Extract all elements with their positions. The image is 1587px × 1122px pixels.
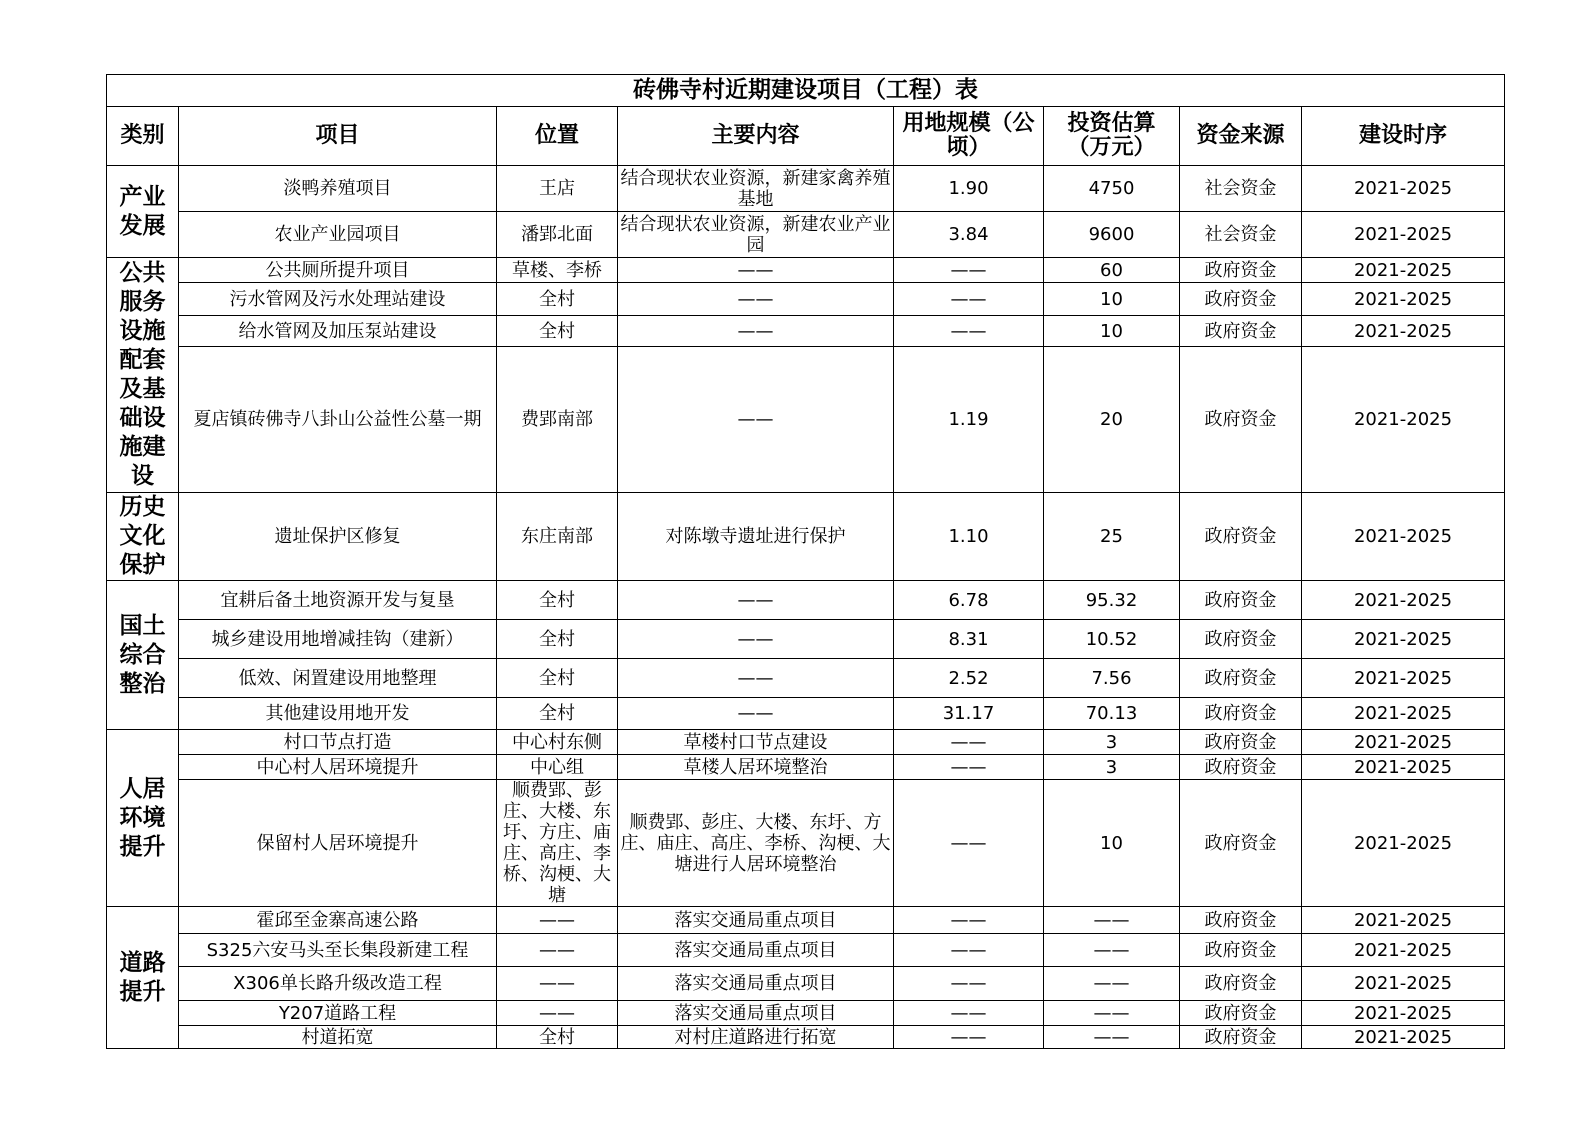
area-cell: 3.84 (894, 212, 1044, 258)
project-cell: 污水管网及污水处理站建设 (179, 283, 497, 316)
investment-cell: —— (1044, 934, 1180, 967)
schedule-cell: 2021-2025 (1302, 730, 1505, 755)
content-cell: —— (618, 698, 894, 730)
investment-cell: —— (1044, 1001, 1180, 1026)
location-cell: 潘郢北面 (497, 212, 618, 258)
table-row (107, 698, 1505, 730)
location-cell: 全村 (497, 659, 618, 698)
table-row (107, 620, 1505, 659)
location-cell: 全村 (497, 620, 618, 659)
table-row (107, 258, 1505, 283)
project-cell: Y207道路工程 (179, 1001, 497, 1026)
table-body (107, 166, 1505, 1049)
project-cell: 淡鸭养殖项目 (179, 166, 497, 212)
area-cell: —— (894, 1001, 1044, 1026)
content-cell: —— (618, 659, 894, 698)
investment-cell: 10.52 (1044, 620, 1180, 659)
area-cell: —— (894, 967, 1044, 1001)
category-cell: 产业发展 (107, 166, 179, 258)
location-cell: 顺费郢、彭庄、大楼、东圩、方庄、庙庄、高庄、李桥、沟梗、大塘 (497, 780, 618, 907)
funding-cell: 政府资金 (1180, 659, 1302, 698)
content-cell: —— (618, 316, 894, 347)
location-cell: 草楼、李桥 (497, 258, 618, 283)
funding-cell: 政府资金 (1180, 698, 1302, 730)
area-cell: —— (894, 730, 1044, 755)
project-cell: 中心村人居环境提升 (179, 755, 497, 780)
header-project: 项目 (179, 107, 497, 166)
funding-cell: 社会资金 (1180, 212, 1302, 258)
content-cell: 草楼村口节点建设 (618, 730, 894, 755)
header-area: 用地规模（公顷） (894, 107, 1044, 166)
schedule-cell: 2021-2025 (1302, 1001, 1505, 1026)
schedule-cell: 2021-2025 (1302, 698, 1505, 730)
content-cell: 对陈墩寺遗址进行保护 (618, 493, 894, 581)
content-cell: 结合现状农业资源，新建家禽养殖基地 (618, 166, 894, 212)
area-cell: —— (894, 934, 1044, 967)
investment-cell: —— (1044, 967, 1180, 1001)
investment-cell: 9600 (1044, 212, 1180, 258)
location-cell: 中心组 (497, 755, 618, 780)
table-row (107, 212, 1505, 258)
area-cell: 6.78 (894, 581, 1044, 620)
location-cell: 王店 (497, 166, 618, 212)
funding-cell: 政府资金 (1180, 493, 1302, 581)
category-cell: 国土综合整治 (107, 581, 179, 730)
investment-cell: —— (1044, 1026, 1180, 1049)
content-cell: —— (618, 581, 894, 620)
project-cell: 遗址保护区修复 (179, 493, 497, 581)
table-row (107, 967, 1505, 1001)
project-cell: 其他建设用地开发 (179, 698, 497, 730)
content-cell: —— (618, 258, 894, 283)
project-cell: X306单长路升级改造工程 (179, 967, 497, 1001)
investment-cell: 25 (1044, 493, 1180, 581)
area-cell: —— (894, 755, 1044, 780)
investment-cell: 3 (1044, 755, 1180, 780)
location-cell: 全村 (497, 581, 618, 620)
location-cell: —— (497, 967, 618, 1001)
project-cell: 保留村人居环境提升 (179, 780, 497, 907)
content-cell: 落实交通局重点项目 (618, 1001, 894, 1026)
investment-cell: 20 (1044, 347, 1180, 493)
schedule-cell: 2021-2025 (1302, 493, 1505, 581)
content-cell: —— (618, 283, 894, 316)
area-cell: 1.90 (894, 166, 1044, 212)
schedule-cell: 2021-2025 (1302, 620, 1505, 659)
area-cell: —— (894, 283, 1044, 316)
table-row (107, 659, 1505, 698)
header-category: 类别 (107, 107, 179, 166)
investment-cell: 70.13 (1044, 698, 1180, 730)
schedule-cell: 2021-2025 (1302, 258, 1505, 283)
table-row (107, 283, 1505, 316)
category-cell: 历史文化保护 (107, 493, 179, 581)
funding-cell: 政府资金 (1180, 1026, 1302, 1049)
investment-cell: 3 (1044, 730, 1180, 755)
content-cell: 顺费郢、彭庄、大楼、东圩、方庄、庙庄、高庄、李桥、沟梗、大塘进行人居环境整治 (618, 780, 894, 907)
location-cell: 东庄南部 (497, 493, 618, 581)
header-location: 位置 (497, 107, 618, 166)
header-content: 主要内容 (618, 107, 894, 166)
funding-cell: 政府资金 (1180, 780, 1302, 907)
investment-cell: 10 (1044, 316, 1180, 347)
funding-cell: 政府资金 (1180, 620, 1302, 659)
project-cell: 给水管网及加压泵站建设 (179, 316, 497, 347)
project-table (106, 74, 1505, 1049)
location-cell: 全村 (497, 1026, 618, 1049)
area-cell: 8.31 (894, 620, 1044, 659)
area-cell: 2.52 (894, 659, 1044, 698)
table-row (107, 1026, 1505, 1049)
table-row (107, 1001, 1505, 1026)
funding-cell: 政府资金 (1180, 1001, 1302, 1026)
table-row (107, 907, 1505, 934)
funding-cell: 政府资金 (1180, 967, 1302, 1001)
project-cell: 村道拓宽 (179, 1026, 497, 1049)
project-cell: 低效、闲置建设用地整理 (179, 659, 497, 698)
location-cell: 全村 (497, 316, 618, 347)
schedule-cell: 2021-2025 (1302, 659, 1505, 698)
header-schedule: 建设时序 (1302, 107, 1505, 166)
investment-cell: 60 (1044, 258, 1180, 283)
table-row (107, 780, 1505, 907)
area-cell: —— (894, 1026, 1044, 1049)
area-cell: —— (894, 258, 1044, 283)
table-row (107, 493, 1505, 581)
funding-cell: 政府资金 (1180, 934, 1302, 967)
schedule-cell: 2021-2025 (1302, 780, 1505, 907)
funding-cell: 社会资金 (1180, 166, 1302, 212)
location-cell: 全村 (497, 698, 618, 730)
location-cell: —— (497, 934, 618, 967)
table-row (107, 347, 1505, 493)
location-cell: —— (497, 1001, 618, 1026)
header-investment: 投资估算（万元） (1044, 107, 1180, 166)
project-cell: 村口节点打造 (179, 730, 497, 755)
funding-cell: 政府资金 (1180, 316, 1302, 347)
content-cell: 落实交通局重点项目 (618, 907, 894, 934)
area-cell: —— (894, 907, 1044, 934)
content-cell: —— (618, 620, 894, 659)
location-cell: 费郢南部 (497, 347, 618, 493)
content-cell: 对村庄道路进行拓宽 (618, 1026, 894, 1049)
category-cell: 公共服务设施配套及基础设施建设 (107, 258, 179, 493)
table-row (107, 166, 1505, 212)
schedule-cell: 2021-2025 (1302, 347, 1505, 493)
funding-cell: 政府资金 (1180, 283, 1302, 316)
table-row (107, 581, 1505, 620)
investment-cell: 4750 (1044, 166, 1180, 212)
area-cell: —— (894, 316, 1044, 347)
location-cell: —— (497, 907, 618, 934)
content-cell: —— (618, 347, 894, 493)
project-cell: 霍邱至金寨高速公路 (179, 907, 497, 934)
schedule-cell: 2021-2025 (1302, 1026, 1505, 1049)
schedule-cell: 2021-2025 (1302, 755, 1505, 780)
funding-cell: 政府资金 (1180, 755, 1302, 780)
project-cell: 农业产业园项目 (179, 212, 497, 258)
area-cell: —— (894, 780, 1044, 907)
table-row (107, 316, 1505, 347)
area-cell: 1.19 (894, 347, 1044, 493)
investment-cell: 10 (1044, 283, 1180, 316)
project-cell: 城乡建设用地增减挂钩（建新） (179, 620, 497, 659)
project-cell: 夏店镇砖佛寺八卦山公益性公墓一期 (179, 347, 497, 493)
funding-cell: 政府资金 (1180, 907, 1302, 934)
table-row (107, 755, 1505, 780)
area-cell: 31.17 (894, 698, 1044, 730)
schedule-cell: 2021-2025 (1302, 581, 1505, 620)
category-cell: 人居环境提升 (107, 730, 179, 907)
header-funding: 资金来源 (1180, 107, 1302, 166)
investment-cell: —— (1044, 907, 1180, 934)
content-cell: 落实交通局重点项目 (618, 934, 894, 967)
schedule-cell: 2021-2025 (1302, 316, 1505, 347)
project-cell: 宜耕后备土地资源开发与复垦 (179, 581, 497, 620)
schedule-cell: 2021-2025 (1302, 934, 1505, 967)
table-row (107, 934, 1505, 967)
content-cell: 结合现状农业资源，新建农业产业园 (618, 212, 894, 258)
schedule-cell: 2021-2025 (1302, 967, 1505, 1001)
area-cell: 1.10 (894, 493, 1044, 581)
content-cell: 落实交通局重点项目 (618, 967, 894, 1001)
schedule-cell: 2021-2025 (1302, 212, 1505, 258)
schedule-cell: 2021-2025 (1302, 907, 1505, 934)
table-title: 砖佛寺村近期建设项目（工程）表 (107, 75, 1505, 107)
project-cell: S325六安马头至长集段新建工程 (179, 934, 497, 967)
investment-cell: 95.32 (1044, 581, 1180, 620)
funding-cell: 政府资金 (1180, 347, 1302, 493)
investment-cell: 10 (1044, 780, 1180, 907)
schedule-cell: 2021-2025 (1302, 166, 1505, 212)
funding-cell: 政府资金 (1180, 258, 1302, 283)
funding-cell: 政府资金 (1180, 730, 1302, 755)
schedule-cell: 2021-2025 (1302, 283, 1505, 316)
table-row (107, 730, 1505, 755)
project-cell: 公共厕所提升项目 (179, 258, 497, 283)
investment-cell: 7.56 (1044, 659, 1180, 698)
category-cell: 道路提升 (107, 907, 179, 1049)
funding-cell: 政府资金 (1180, 581, 1302, 620)
location-cell: 中心村东侧 (497, 730, 618, 755)
location-cell: 全村 (497, 283, 618, 316)
content-cell: 草楼人居环境整治 (618, 755, 894, 780)
